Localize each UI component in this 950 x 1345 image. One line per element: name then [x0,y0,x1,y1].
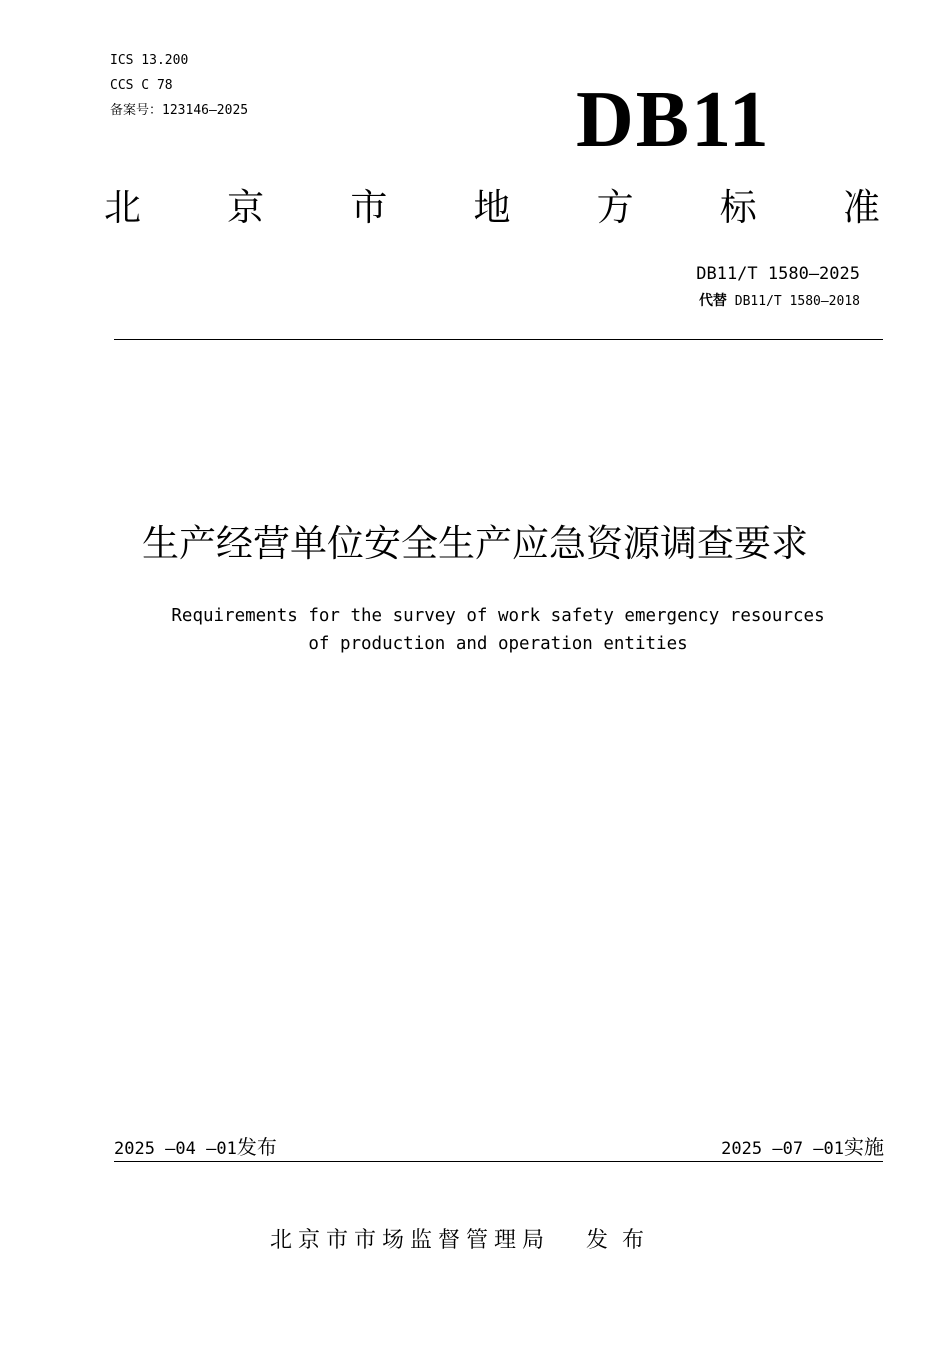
record-number [110,98,248,123]
issue-date-value: 2025 —04 —01 [114,1139,237,1159]
ics-code: ICS 13.200 [110,53,189,68]
issue-date [114,1134,277,1162]
publisher-label: 发布 [586,1228,659,1253]
footer-divider [114,1161,883,1162]
standard-number: DB11/T 1580—2025 [696,264,860,284]
header-divider [114,339,883,340]
category-char: 市 [350,186,388,229]
db-code-logo: DB11 [576,76,771,164]
category-char: 北 [104,186,141,229]
title-en-line: Requirements for the survey of work safety emergency resources [171,606,825,626]
standard-category [104,186,880,230]
title-en-line: of production and operation entities [308,634,688,654]
category-char: 京 [227,186,265,229]
classification-block [110,48,248,123]
document-title-en [0,602,950,658]
implementation-label: 实施 [844,1135,884,1159]
replaces-standard [699,291,860,312]
record-value: 123146—2025 [162,103,249,118]
implementation-date [721,1134,884,1162]
issue-label: 发布 [236,1135,277,1159]
category-char: 地 [473,186,511,229]
implementation-date-value: 2025 —07 —01 [721,1139,844,1159]
category-char: 准 [842,186,880,229]
publisher-org: 北京市市场监督管理局 [270,1228,551,1253]
category-char: 标 [719,186,757,229]
category-char: 方 [596,186,634,229]
document-title-cn: 生产经营单位安全生产应急资源调查要求 [142,522,808,565]
record-label: 备案号： [110,103,163,118]
replaces-number: DB11/T 1580—2018 [734,294,860,309]
replaces-label: 代替 [698,293,727,309]
publisher [270,1226,658,1256]
ccs-code: CCS C 78 [110,78,173,93]
